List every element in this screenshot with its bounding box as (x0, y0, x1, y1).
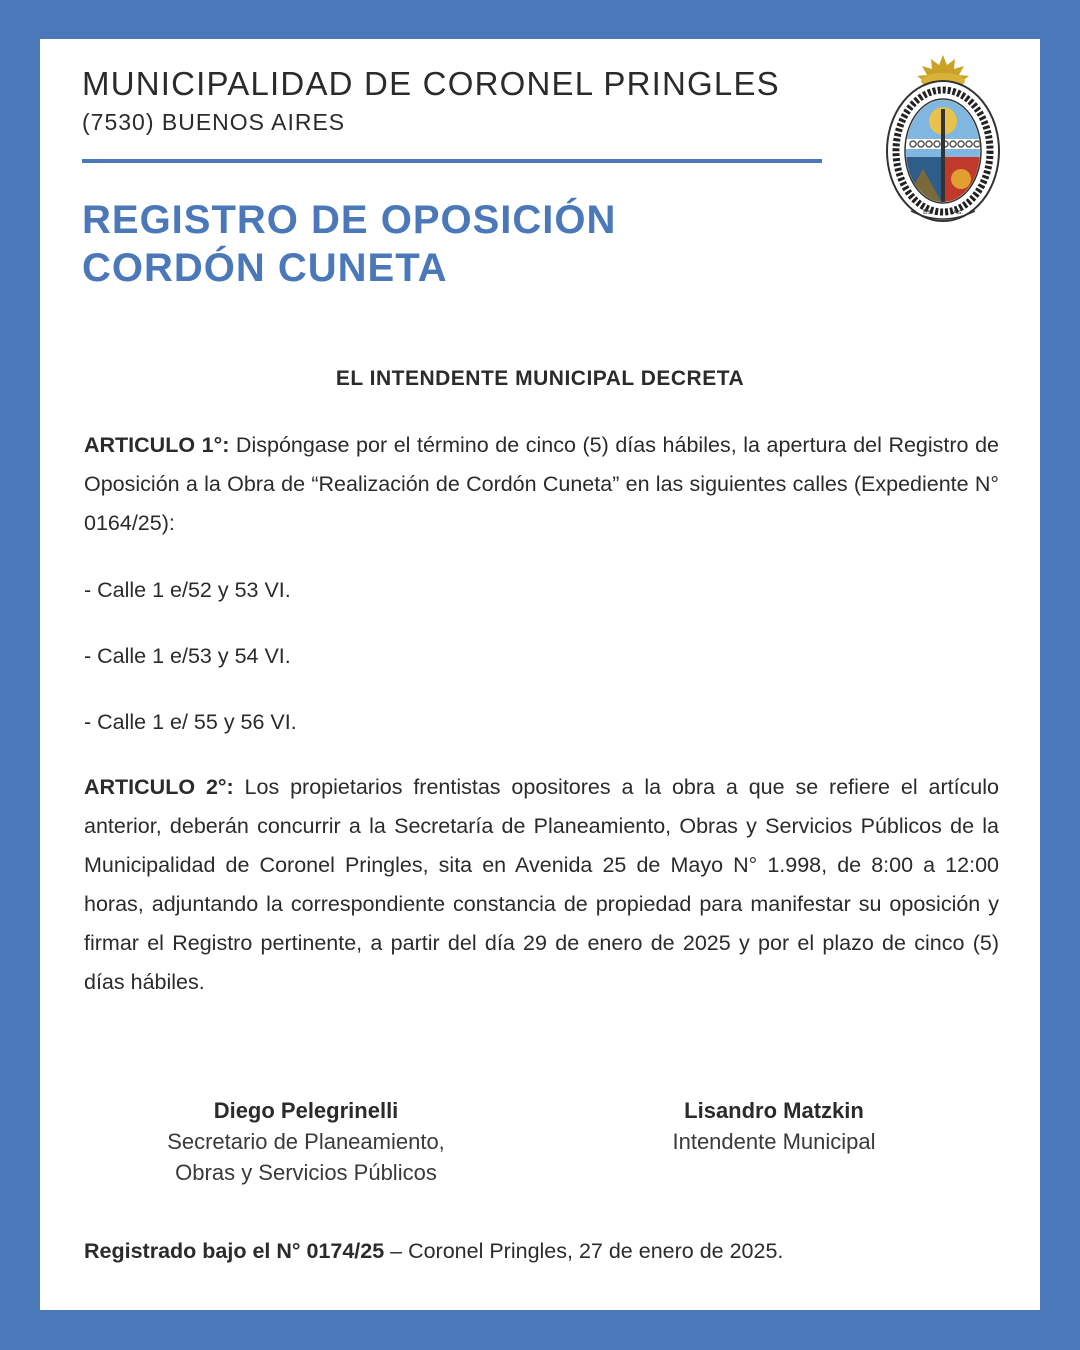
article-1 (84, 426, 999, 543)
list-item: - Calle 1 e/53 y 54 VI. (84, 644, 291, 668)
registration-date: – Coronel Pringles, 27 de enero de 2025. (384, 1239, 784, 1263)
signature-mayor (614, 1095, 934, 1157)
page-title (82, 196, 616, 292)
registration-number: Registrado bajo el N° 0174/25 (84, 1239, 385, 1263)
signer-role: Intendente Municipal (672, 1129, 876, 1154)
list-item: - Calle 1 e/52 y 53 VI. (84, 578, 291, 602)
signer-name: Lisandro Matzkin (684, 1098, 864, 1123)
seal-province-left: Bs. (923, 209, 934, 216)
title-line-1: REGISTRO DE OPOSICIÓN (82, 198, 617, 242)
article-2-label: ARTICULO 2°: (84, 775, 234, 799)
signer-role-line-1: Secretario de Planeamiento, (167, 1129, 445, 1154)
seal-province-right: As. (953, 209, 964, 216)
article-1-text: Dispóngase por el término de cinco (5) días hábiles, la apertura del Registro de Oposición a la Obra de “Realización de Cordón Cuneta” en las siguientes calles (Expediente N° 0164/25): (84, 433, 999, 535)
list-item: - Calle 1 e/ 55 y 56 VI. (84, 710, 297, 734)
article-1-label: ARTICULO 1°: (84, 433, 230, 457)
signer-role-line-2: Obras y Servicios Públicos (175, 1160, 437, 1185)
notice-card (40, 39, 1040, 1310)
title-line-2: CORDÓN CUNETA (82, 246, 448, 290)
decree-heading: EL INTENDENTE MUNICIPAL DECRETA (335, 367, 745, 390)
coat-of-arms-icon (883, 51, 1003, 226)
municipality-location: (7530) BUENOS AIRES (82, 109, 346, 135)
municipality-name: MUNICIPALIDAD DE CORONEL PRINGLES (82, 65, 780, 102)
signer-name: Diego Pelegrinelli (213, 1098, 399, 1123)
article-2 (84, 768, 999, 1002)
header-divider (82, 159, 822, 163)
signature-secretary (126, 1095, 486, 1188)
registration-footer (84, 1239, 783, 1264)
article-2-text: Los propietarios frentistas opositores a la obra a que se refiere el artículo anterior, deberán concurrir a la Secretaría de Planeamiento, Obras y Servicios Públicos de la Municipalidad de Coronel Pringles, sita en Avenida 25 de Mayo N° 1.998, de 8:00 a 12:00 horas, adjuntando la correspondiente constancia de propiedad para manifestar su oposición y firmar el Registro pertinente, a partir del día 29 de enero de 2025 y por el plazo de cinco (5) días hábiles. (84, 775, 999, 994)
